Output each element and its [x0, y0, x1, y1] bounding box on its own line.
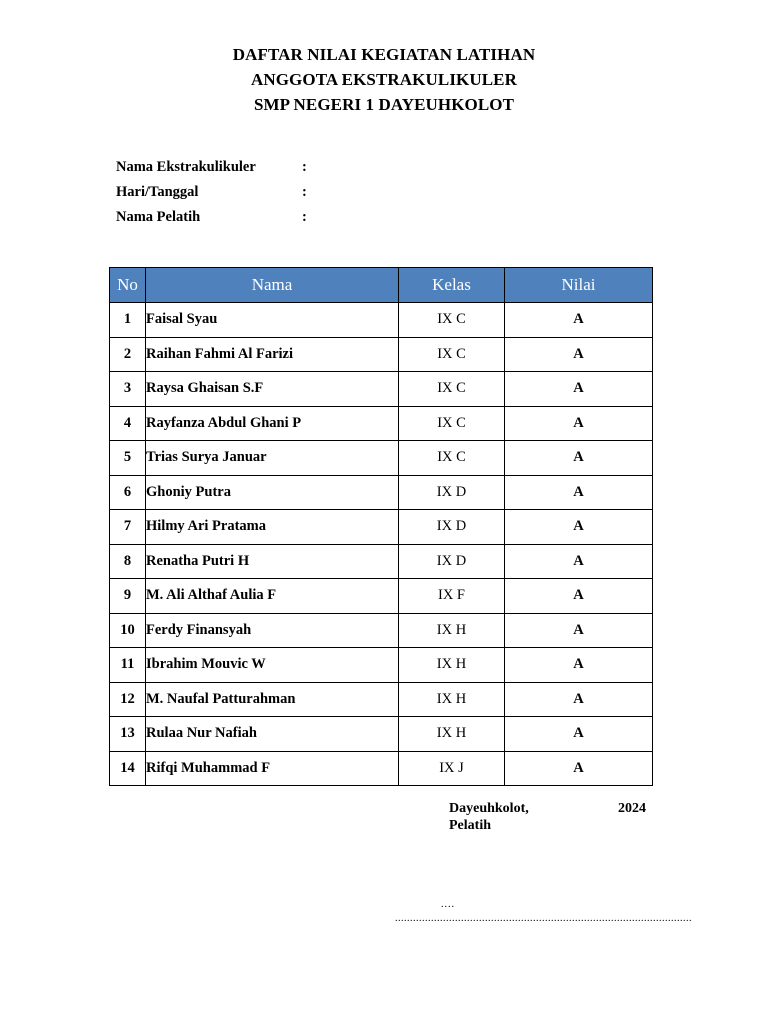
cell-no: 3 — [110, 372, 146, 407]
colon: : — [302, 209, 307, 225]
cell-nilai: A — [505, 303, 653, 338]
signature-line: ................................................................................................... — [395, 913, 692, 924]
table-row — [110, 544, 653, 579]
header-nilai: Nilai — [505, 268, 653, 303]
coach-label: Nama Pelatih — [116, 209, 201, 225]
cell-nama: M. Naufal Patturahman — [146, 682, 399, 717]
cell-no: 6 — [110, 475, 146, 510]
table-row — [110, 303, 653, 338]
cell-nilai: A — [505, 372, 653, 407]
table-row — [110, 682, 653, 717]
table-row — [110, 406, 653, 441]
cell-nama: Ghoniy Putra — [146, 475, 399, 510]
cell-nama: Faisal Syau — [146, 303, 399, 338]
cell-nama: Renatha Putri H — [146, 544, 399, 579]
table-body — [110, 303, 653, 786]
cell-no: 1 — [110, 303, 146, 338]
cell-nilai: A — [505, 682, 653, 717]
cell-kelas: IX H — [399, 613, 505, 648]
cell-nilai: A — [505, 613, 653, 648]
header-no: No — [110, 268, 146, 303]
cell-nilai: A — [505, 406, 653, 441]
cell-no: 8 — [110, 544, 146, 579]
cell-nilai: A — [505, 475, 653, 510]
cell-kelas: IX J — [399, 751, 505, 786]
signature-year: 2024 — [618, 801, 646, 816]
cell-nilai: A — [505, 337, 653, 372]
cell-nilai: A — [505, 579, 653, 614]
cell-nama: Trias Surya Januar — [146, 441, 399, 476]
colon: : — [302, 159, 307, 175]
cell-kelas: IX D — [399, 510, 505, 545]
cell-no: 2 — [110, 337, 146, 372]
signature-place: Dayeuhkolot, — [449, 801, 529, 816]
cell-nilai: A — [505, 717, 653, 752]
table-row — [110, 648, 653, 683]
cell-nama: Ibrahim Mouvic W — [146, 648, 399, 683]
cell-kelas: IX C — [399, 337, 505, 372]
cell-nilai: A — [505, 544, 653, 579]
extracurricular-label: Nama Ekstrakulikuler — [116, 159, 256, 175]
table-row — [110, 717, 653, 752]
cell-nama: Raihan Fahmi Al Farizi — [146, 337, 399, 372]
cell-no: 11 — [110, 648, 146, 683]
cell-kelas: IX H — [399, 717, 505, 752]
table-row — [110, 510, 653, 545]
cell-nama: Rulaa Nur Nafiah — [146, 717, 399, 752]
cell-no: 5 — [110, 441, 146, 476]
cell-kelas: IX F — [399, 579, 505, 614]
cell-kelas: IX D — [399, 475, 505, 510]
title-line-1: DAFTAR NILAI KEGIATAN LATIHAN — [232, 45, 536, 64]
colon: : — [302, 184, 307, 200]
cell-kelas: IX D — [399, 544, 505, 579]
cell-nama: Rifqi Muhammad F — [146, 751, 399, 786]
header-nama: Nama — [146, 268, 399, 303]
table-row — [110, 372, 653, 407]
cell-nilai: A — [505, 510, 653, 545]
header-kelas: Kelas — [399, 268, 505, 303]
table-row — [110, 613, 653, 648]
document-title — [0, 42, 768, 117]
cell-nama: M. Ali Althaf Aulia F — [146, 579, 399, 614]
cell-kelas: IX H — [399, 648, 505, 683]
cell-no: 13 — [110, 717, 146, 752]
cell-nama: Raysa Ghaisan S.F — [146, 372, 399, 407]
signature-dots-short: .... — [441, 899, 455, 910]
signature-role: Pelatih — [449, 818, 491, 833]
cell-nama: Ferdy Finansyah — [146, 613, 399, 648]
cell-no: 10 — [110, 613, 146, 648]
table-row — [110, 441, 653, 476]
cell-nama: Hilmy Ari Pratama — [146, 510, 399, 545]
cell-no: 7 — [110, 510, 146, 545]
cell-kelas: IX H — [399, 682, 505, 717]
cell-no: 4 — [110, 406, 146, 441]
cell-no: 14 — [110, 751, 146, 786]
cell-kelas: IX C — [399, 406, 505, 441]
title-line-3: SMP NEGERI 1 DAYEUHKOLOT — [253, 95, 515, 114]
cell-nilai: A — [505, 441, 653, 476]
cell-kelas: IX C — [399, 303, 505, 338]
table-row — [110, 475, 653, 510]
table-row — [110, 579, 653, 614]
cell-nilai: A — [505, 648, 653, 683]
table-row — [110, 751, 653, 786]
cell-nilai: A — [505, 751, 653, 786]
cell-no: 12 — [110, 682, 146, 717]
table-row — [110, 337, 653, 372]
cell-nama: Rayfanza Abdul Ghani P — [146, 406, 399, 441]
grades-table — [109, 267, 653, 786]
cell-no: 9 — [110, 579, 146, 614]
date-label: Hari/Tanggal — [116, 184, 199, 200]
cell-kelas: IX C — [399, 372, 505, 407]
title-line-2: ANGGOTA EKSTRAKULIKULER — [250, 70, 517, 89]
cell-kelas: IX C — [399, 441, 505, 476]
table-header-row — [110, 268, 653, 303]
